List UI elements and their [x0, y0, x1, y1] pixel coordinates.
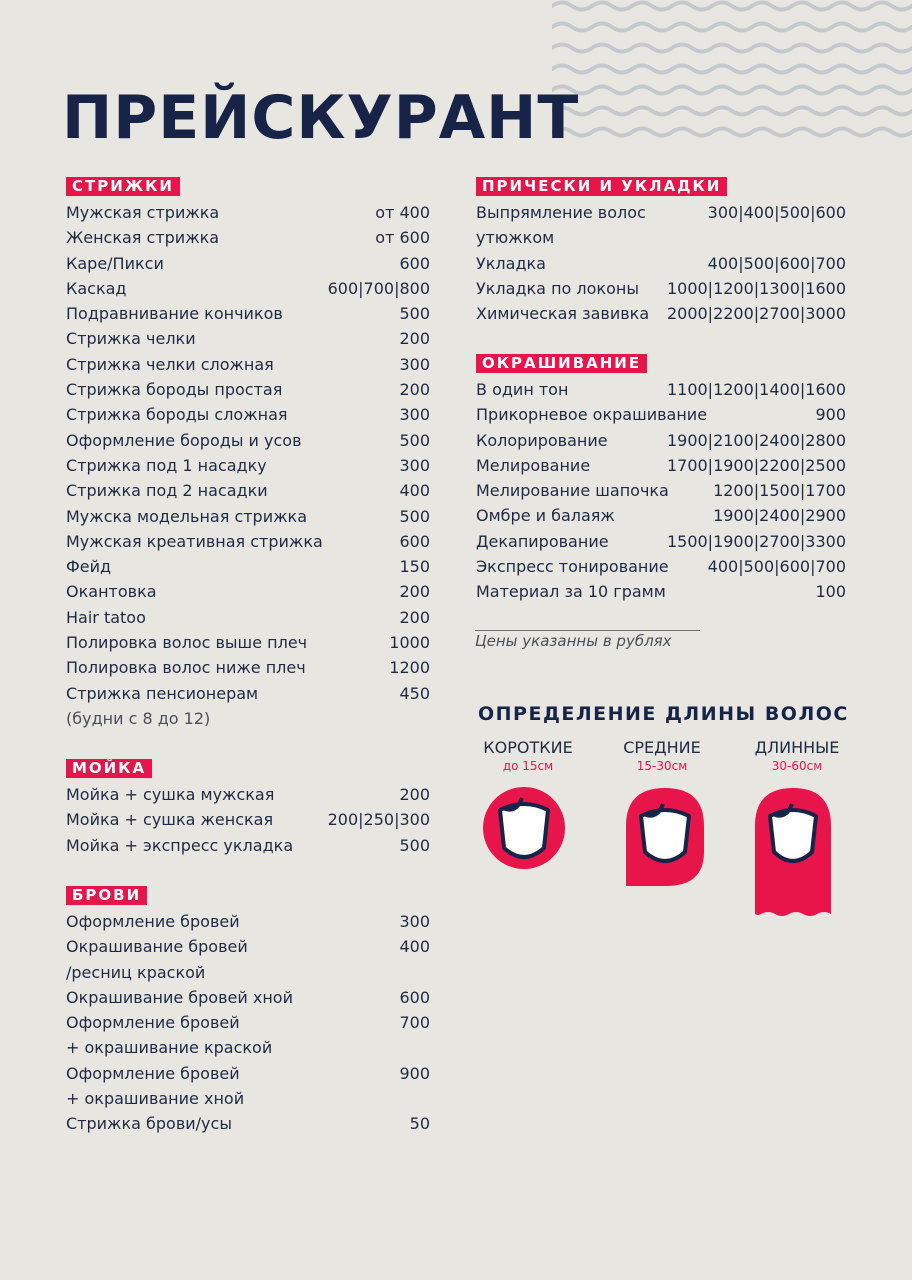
service-price: 50 — [409, 1114, 430, 1134]
service-name: Оформление бровей — [66, 1013, 240, 1033]
price-row — [66, 630, 430, 655]
service-name: Экспресс тонирование — [476, 557, 669, 577]
price-row — [66, 960, 430, 985]
service-price: 1000 — [389, 633, 430, 653]
haircuts-note: (будни с 8 до 12) — [66, 708, 211, 728]
service-price: 400 — [399, 481, 430, 501]
price-row — [66, 985, 430, 1010]
service-name: Омбре и балаяж — [476, 506, 615, 526]
service-name: Материал за 10 грамм — [476, 582, 666, 602]
hair-length-icons — [470, 780, 870, 930]
price-row — [66, 554, 430, 579]
price-row — [476, 554, 846, 579]
service-name: Подравнивание кончиков — [66, 304, 283, 324]
price-row — [66, 1061, 430, 1086]
service-name: Окантовка — [66, 582, 157, 602]
service-price: 1500|1900|2700|3300 — [666, 531, 846, 551]
price-row — [66, 301, 430, 326]
service-price: 600 — [399, 987, 430, 1007]
service-price: 200 — [399, 607, 430, 627]
service-price: 200|250|300 — [327, 810, 430, 830]
page-title: ПРЕЙСКУРАНТ — [62, 83, 580, 153]
price-row — [476, 402, 846, 427]
service-name: Прикорневое окрашивание — [476, 405, 708, 425]
service-price: 500 — [399, 304, 430, 324]
price-row — [476, 276, 846, 301]
service-price: 1700|1900|2200|2500 — [666, 455, 846, 475]
section-badge: МОЙКА — [66, 759, 152, 778]
section-badge: ПРИЧЕСКИ И УКЛАДКИ — [476, 177, 727, 196]
price-row — [476, 251, 846, 276]
section-badge: БРОВИ — [66, 886, 147, 905]
service-name: Химическая завивка — [476, 304, 650, 324]
price-row — [476, 453, 846, 478]
price-row — [66, 807, 430, 832]
wave-line — [552, 24, 912, 31]
service-price: от 400 — [375, 203, 430, 222]
price-row — [66, 909, 430, 934]
currency-footnote: Цены указанны в рублях — [475, 630, 700, 650]
price-row — [66, 453, 430, 478]
price-row — [66, 1010, 430, 1035]
styling-section — [476, 176, 846, 326]
section-badge: ОКРАШИВАНИЕ — [476, 354, 647, 373]
service-price: 500 — [399, 430, 430, 450]
price-row — [66, 251, 430, 276]
price-row — [66, 478, 430, 503]
service-name: В один тон — [476, 380, 569, 399]
hair-length-medium: СРЕДНИЕ 15-30см — [623, 738, 701, 773]
hair-length-long: ДЛИННЫЕ 30-60см — [754, 738, 840, 773]
service-price: 500 — [399, 835, 430, 855]
service-name: Стрижка бороды сложная — [66, 405, 288, 425]
service-price: 1200 — [389, 658, 430, 678]
service-name: + окрашивание краской — [66, 1038, 273, 1058]
service-name: Колорирование — [476, 430, 608, 450]
service-price: 300 — [399, 912, 430, 931]
service-price: 900 — [399, 1063, 430, 1083]
service-name: Мужска модельная стрижка — [66, 506, 307, 526]
service-price: 1000|1200|1300|1600 — [666, 278, 846, 298]
service-price: 200 — [399, 785, 430, 804]
service-price: 500 — [399, 506, 430, 526]
price-row — [66, 605, 430, 630]
price-row — [66, 655, 430, 680]
price-row — [66, 326, 430, 351]
price-row — [66, 833, 430, 858]
price-row — [66, 1111, 430, 1136]
service-price: 400|500|600|700 — [707, 253, 846, 273]
service-name: Укладка по локоны — [476, 278, 639, 298]
price-row — [66, 782, 430, 807]
service-name: Стрижка под 2 насадки — [66, 481, 268, 501]
service-price: 600 — [399, 531, 430, 551]
service-name: Мойка + сушка мужская — [66, 785, 275, 804]
service-price: 450 — [399, 683, 430, 703]
service-name: Стрижка пенсионерам — [66, 683, 259, 703]
price-row — [66, 579, 430, 604]
service-name: Стрижка челки — [66, 329, 196, 349]
service-name: Мужская креативная стрижка — [66, 531, 323, 551]
service-price: 200 — [399, 329, 430, 349]
price-row — [66, 681, 430, 706]
hair-length-short: КОРОТКИЕ до 15см — [483, 738, 573, 773]
washing-section — [66, 758, 430, 858]
service-name: Декапирование — [476, 531, 609, 551]
price-row — [476, 428, 846, 453]
wave-line — [552, 108, 912, 115]
service-name: Оформление бровей — [66, 912, 240, 931]
price-row — [66, 200, 430, 225]
price-row — [476, 529, 846, 554]
service-name: Укладка — [476, 253, 546, 273]
section-badge: СТРИЖКИ — [66, 177, 180, 196]
long-hair-icon — [755, 788, 831, 916]
price-row — [66, 377, 430, 402]
service-name: + окрашивание хной — [66, 1089, 245, 1109]
wave-line — [552, 129, 912, 136]
coloring-section — [476, 353, 846, 605]
service-name: Мойка + сушка женская — [66, 810, 274, 830]
price-row — [66, 428, 430, 453]
price-row — [66, 934, 430, 959]
service-price: 300 — [399, 455, 430, 475]
price-row — [476, 503, 846, 528]
service-name: Мойка + экспресс укладка — [66, 835, 294, 855]
service-name: Полировка волос выше плеч — [66, 633, 308, 653]
price-row — [66, 1035, 430, 1060]
brows-section — [66, 885, 430, 1137]
price-row — [476, 225, 846, 250]
service-name: Стрижка бороды простая — [66, 380, 283, 400]
wave-line — [552, 66, 912, 73]
service-price: 1200|1500|1700 — [713, 481, 846, 501]
service-name: Мужская стрижка — [66, 203, 220, 222]
service-price: 600|700|800 — [327, 278, 430, 298]
service-name: Оформление бровей — [66, 1063, 240, 1083]
service-name: Стрижка брови/усы — [66, 1114, 232, 1134]
service-name: Hair tatoo — [66, 607, 146, 627]
service-price: 1900|2100|2400|2800 — [666, 430, 846, 450]
service-name: Стрижка под 1 насадку — [66, 455, 267, 475]
service-price: 300|400|500|600 — [707, 203, 846, 222]
price-row — [66, 352, 430, 377]
price-row — [66, 276, 430, 301]
service-name: Женская стрижка — [66, 228, 220, 248]
service-name: /ресниц краской — [66, 962, 206, 982]
service-name: Стрижка челки сложная — [66, 354, 274, 374]
service-price: 700 — [399, 1013, 430, 1033]
price-row — [66, 529, 430, 554]
service-price: 300 — [399, 354, 430, 374]
service-name: утюжком — [476, 228, 555, 248]
haircuts-section — [66, 176, 430, 731]
service-name: Выпрямление волос — [476, 203, 646, 222]
price-row — [476, 579, 846, 604]
short-hair-icon — [483, 787, 565, 869]
wave-line — [552, 3, 912, 10]
service-price: 2000|2200|2700|3000 — [666, 304, 846, 324]
service-price: от 600 — [375, 228, 430, 248]
service-name: Фейд — [66, 557, 112, 577]
price-row — [66, 504, 430, 529]
price-row — [476, 377, 846, 402]
service-name: Оформление бороды и усов — [66, 430, 302, 450]
price-row — [66, 1086, 430, 1111]
service-price: 100 — [815, 582, 846, 602]
wave-line — [552, 45, 912, 52]
service-name: Мелирование — [476, 455, 591, 475]
service-price: 1900|2400|2900 — [713, 506, 846, 526]
service-price: 300 — [399, 405, 430, 425]
price-row — [476, 200, 846, 225]
service-name: Каскад — [66, 278, 127, 298]
service-price: 400|500|600|700 — [707, 557, 846, 577]
service-price: 150 — [399, 557, 430, 577]
medium-hair-icon — [626, 788, 704, 886]
service-name: Каре/Пикси — [66, 253, 164, 273]
wave-pattern-icon — [552, 0, 912, 150]
service-price: 900 — [815, 405, 846, 425]
price-row — [66, 225, 430, 250]
service-price: 1100|1200|1400|1600 — [666, 380, 846, 399]
service-name: Окрашивание бровей хной — [66, 987, 293, 1007]
price-row — [476, 478, 846, 503]
price-row — [476, 301, 846, 326]
service-name: Полировка волос ниже плеч — [66, 658, 306, 678]
service-price: 200 — [399, 582, 430, 602]
service-price: 600 — [399, 253, 430, 273]
hair-length-title: ОПРЕДЕЛЕНИЕ ДЛИНЫ ВОЛОС — [478, 703, 849, 725]
price-row — [66, 402, 430, 427]
service-name: Окрашивание бровей — [66, 937, 248, 957]
service-price: 200 — [399, 380, 430, 400]
service-name: Мелирование шапочка — [476, 481, 669, 501]
wave-line — [552, 87, 912, 94]
service-price: 400 — [399, 937, 430, 957]
